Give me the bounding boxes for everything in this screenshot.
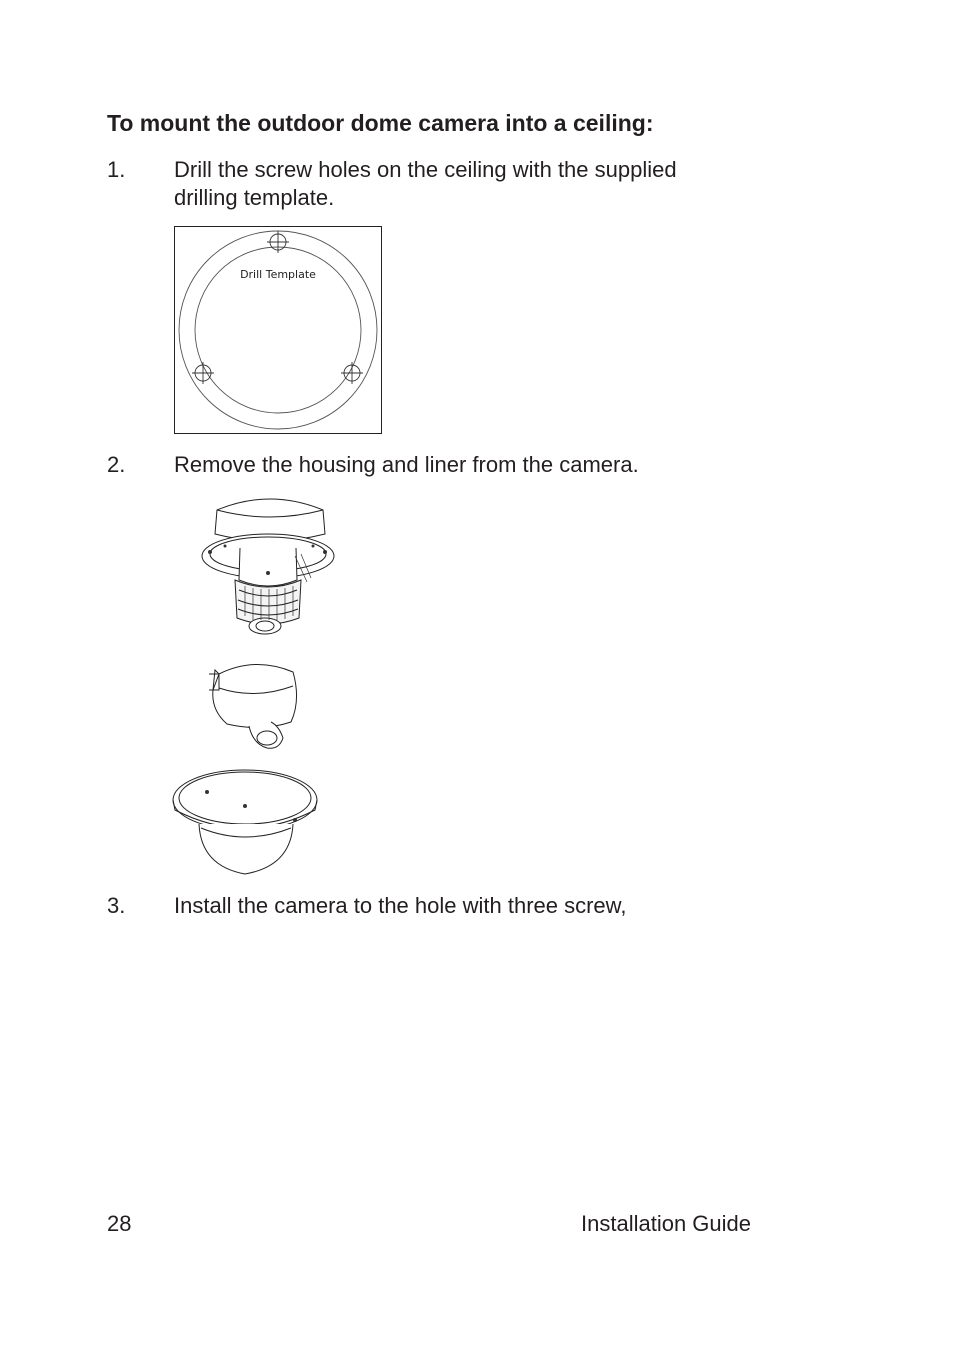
step-text: Install the camera to the hole with three screw,: [174, 893, 627, 918]
step-text: Drill the screw holes on the ceiling with the supplied drilling template.: [174, 157, 677, 210]
liner-illustration: [205, 660, 305, 752]
step-number: 3.: [107, 893, 126, 918]
guide-title: Installation Guide: [581, 1211, 751, 1236]
page-number: 28: [107, 1211, 132, 1236]
step-number: 2.: [107, 452, 126, 477]
step-number: 1.: [107, 157, 126, 182]
step-text: Remove the housing and liner from the camera.: [174, 452, 639, 477]
drill-template-figure: [174, 226, 382, 434]
dome-housing-illustration: [171, 766, 321, 878]
camera-module-illustration: [195, 490, 341, 638]
drill-template-label: Drill Template: [240, 268, 316, 281]
section-heading: To mount the outdoor dome camera into a ceiling:: [107, 110, 654, 136]
